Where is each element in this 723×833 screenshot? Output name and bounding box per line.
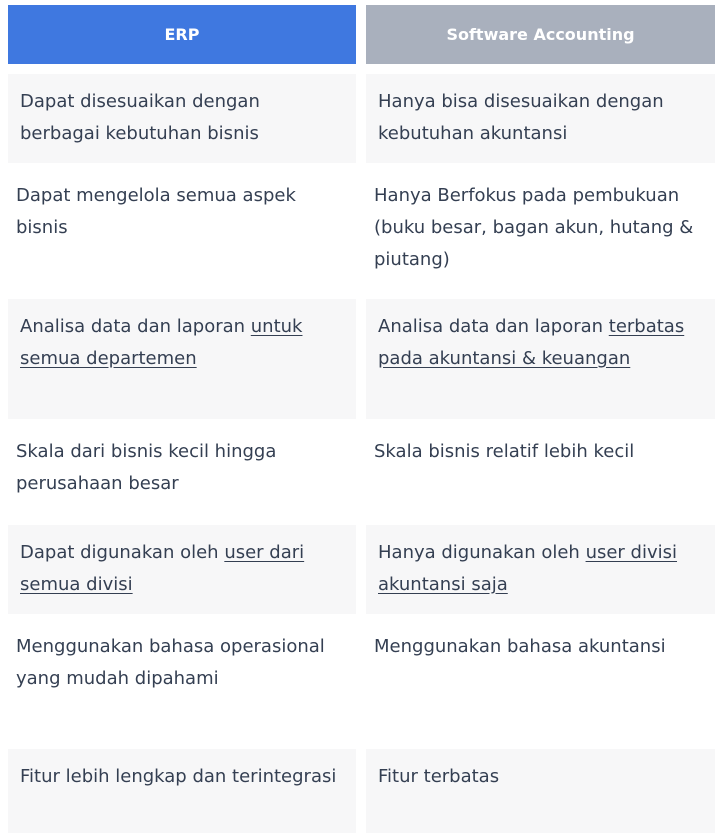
erp-cell-language	[8, 624, 356, 739]
accounting-cell-customization	[366, 74, 715, 163]
cell-text: Menggunakan bahasa akuntansi	[374, 636, 666, 657]
accounting-cell-users	[366, 525, 715, 614]
cell-text: Fitur lebih lengkap dan terintegrasi	[20, 766, 337, 787]
cell-text: Analisa data dan laporan	[20, 316, 251, 337]
cell-text: Fitur terbatas	[378, 766, 500, 787]
erp-reporting-link[interactable]: untuk semua departemen	[20, 316, 303, 369]
erp-cell-features	[8, 749, 356, 833]
accounting-column-header: Software Accounting	[366, 5, 715, 64]
accounting-cell-reporting	[366, 299, 715, 419]
erp-cell-users	[8, 525, 356, 614]
cell-text: Dapat mengelola semua aspek bisnis	[16, 185, 296, 238]
erp-cell-reporting	[8, 299, 356, 419]
cell-text: Analisa data dan laporan	[378, 316, 609, 337]
cell-text: Menggunakan bahasa operasional yang mudah dipahami	[16, 636, 325, 689]
cell-text: Dapat digunakan oleh	[20, 542, 225, 563]
erp-cell-customization	[8, 74, 356, 163]
cell-text: Hanya bisa disesuaikan dengan kebutuhan akuntansi	[378, 91, 664, 144]
erp-column-header: ERP	[8, 5, 356, 64]
cell-text: Skala bisnis relatif lebih kecil	[374, 441, 635, 462]
erp-users-link[interactable]: user dari semua divisi	[20, 542, 305, 595]
accounting-users-link[interactable]: user divisi akuntansi saja	[378, 542, 678, 595]
erp-cell-scale	[8, 429, 356, 515]
accounting-cell-scale	[366, 429, 715, 515]
accounting-cell-scope	[366, 173, 715, 289]
cell-text: Skala dari bisnis kecil hingga perusahaan besar	[16, 441, 277, 494]
accounting-reporting-link[interactable]: terbatas pada akuntansi & keuangan	[378, 316, 685, 369]
cell-text: Dapat disesuaikan dengan berbagai kebutuhan bisnis	[20, 91, 260, 144]
cell-text: Hanya Berfokus pada pembukuan (buku besar, bagan akun, hutang & piutang)	[374, 185, 694, 270]
erp-cell-scope	[8, 173, 356, 289]
accounting-cell-language	[366, 624, 715, 739]
accounting-cell-features	[366, 749, 715, 833]
cell-text: Hanya digunakan oleh	[378, 542, 586, 563]
